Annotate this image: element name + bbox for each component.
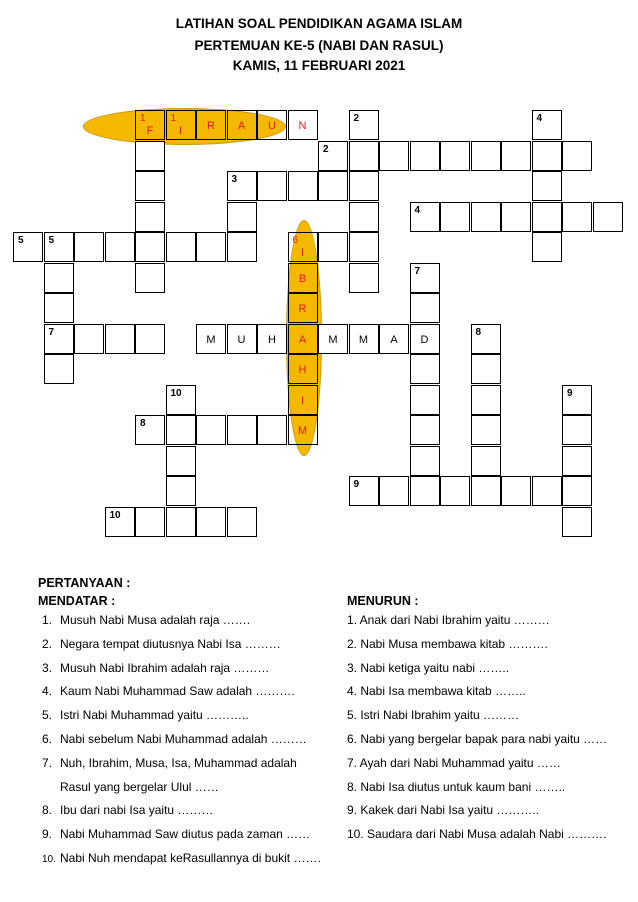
clue-text: Musuh Nabi Musa adalah raja ……. [60,613,251,627]
clue-number: 6. [42,732,53,746]
crossword-cell[interactable] [196,415,226,445]
crossword-cell[interactable] [288,110,318,140]
clue-number: 9. [42,827,53,842]
clue-text: Nabi sebelum Nabi Muhammad adalah ……… [60,732,307,746]
crossword-cell[interactable] [227,171,257,201]
worksheet-title: LATIHAN SOAL PENDIDIKAN AGAMA ISLAM [175,16,463,31]
crossword-cell[interactable] [471,324,501,354]
crossword-cell[interactable] [471,415,501,445]
crossword-cell[interactable] [532,232,562,262]
crossword-cell[interactable] [257,171,287,201]
clue-number: 5 [18,235,24,246]
crossword-cell[interactable] [44,293,74,323]
answer-letter: M [206,333,216,346]
clue-number: 5. [42,708,53,723]
crossword-cell[interactable] [410,202,440,232]
crossword-cell[interactable] [410,324,440,354]
crossword-cell[interactable] [410,446,440,476]
down-clue: 8. Nabi Isa diutus untuk kaum bani …….. [347,779,566,794]
clue-number: 8 [140,418,146,429]
clue-number: 5 [48,235,55,246]
clue-number: 2. [42,636,53,651]
clue-text: Nuh, Ibrahim, Musa, Isa, Muhammad adalah [60,755,297,770]
crossword-cell[interactable] [105,232,135,262]
answer-letter: H [268,333,276,346]
crossword-cell[interactable] [196,110,226,140]
crossword-cell[interactable] [471,202,501,232]
crossword-cell[interactable] [166,232,196,262]
crossword-cell[interactable] [501,141,531,171]
crossword-cell[interactable] [562,507,592,537]
worksheet-subtitle: PERTEMUAN KE-5 (NABI DAN RASUL) [194,38,444,53]
crossword-cell[interactable] [532,110,562,140]
clue-number: 7 [414,265,421,277]
clue-number: 7. [42,755,53,770]
crossword-cell[interactable] [410,354,440,384]
crossword-cell[interactable] [196,507,226,537]
crossword-cell[interactable] [562,415,592,445]
crossword-cell[interactable] [166,415,196,445]
clue-number: 2 [353,113,360,124]
answer-letter: H [298,364,307,376]
down-clue: 7. Ayah dari Nabi Muhammad yaitu …… [347,755,561,770]
clue-number: 8. [42,803,53,818]
answer-letter: M [328,333,338,346]
clue-number: 9 [567,387,573,399]
answer-letter: I [300,394,305,407]
clue-text: Negara tempat diutusnya Nabi Isa ……… [60,636,281,651]
crossword-cell[interactable] [257,415,287,445]
crossword-cell[interactable] [532,202,562,232]
clue-number: 2 [323,143,329,155]
crossword-cell[interactable] [166,385,196,415]
crossword-cell[interactable] [288,415,318,445]
clue-text: Istri Nabi Muhammad yaitu ……….. [60,708,249,723]
answer-letter: I [300,247,305,259]
crossword-cell[interactable] [501,476,531,506]
crossword-cell[interactable] [196,324,226,354]
crossword-cell[interactable] [135,415,165,445]
crossword-cell[interactable] [288,324,318,354]
crossword-cell[interactable] [410,141,440,171]
crossword-cell[interactable] [349,110,379,140]
crossword-cell[interactable] [440,202,470,232]
crossword-cell[interactable] [227,507,257,537]
crossword-cell[interactable] [44,354,74,384]
crossword-cell[interactable] [166,507,196,537]
clue-text: Musuh Nabi Ibrahim adalah raja ……… [60,660,270,675]
across-heading: MENDATAR : [38,594,116,608]
clue-number: 7 [48,326,55,338]
crossword-cell[interactable] [562,141,592,171]
crossword-cell[interactable] [105,324,135,354]
crossword-cell[interactable] [349,324,379,354]
clue-text: Kaum Nabi Muhammad Saw adalah ………. [60,684,295,699]
crossword-cell[interactable] [471,476,501,506]
crossword-cell[interactable] [349,476,379,506]
crossword-cell[interactable] [44,324,74,354]
crossword-cell[interactable] [135,324,165,354]
down-heading: MENURUN : [347,594,419,608]
crossword-cell[interactable] [593,202,623,232]
crossword-cell[interactable] [349,202,379,232]
crossword-cell[interactable] [74,232,104,262]
crossword-cell[interactable] [288,354,318,384]
crossword-cell[interactable] [410,293,440,323]
crossword-cell[interactable] [288,232,318,262]
across-clue [42,851,321,865]
crossword-cell[interactable] [135,202,165,232]
crossword-cell[interactable] [135,141,165,171]
answer-letter: U [237,333,246,346]
answer-letter: U [268,120,276,132]
across-clue [42,780,219,794]
crossword-cell[interactable] [135,507,165,537]
clue-number: 6 [292,235,299,246]
across-clue [42,803,213,817]
clue-number: 4. [42,684,53,699]
down-clue: 6. Nabi yang bergelar bapak para nabi yaitu …… [347,732,608,746]
crossword-cell[interactable] [44,232,74,262]
answer-letter: M [297,425,308,437]
crossword-cell[interactable] [135,171,165,201]
crossword-cell[interactable] [318,171,348,201]
crossword-cell[interactable] [135,232,165,262]
across-clue [42,637,281,651]
clue-number: 1 [170,113,177,124]
crossword-cell[interactable] [318,324,348,354]
crossword-cell[interactable] [13,232,43,262]
crossword-cell[interactable] [471,385,501,415]
crossword-cell[interactable] [257,324,287,354]
crossword-cell[interactable] [562,202,592,232]
crossword-cell[interactable] [257,110,287,140]
crossword-cell[interactable] [166,446,196,476]
answer-letter: A [390,333,398,346]
crossword-cell[interactable] [349,263,379,293]
clue-number: 4 [414,204,421,216]
crossword-cell[interactable] [532,171,562,201]
crossword-cell[interactable] [135,263,165,293]
across-clue [42,708,249,722]
crossword-cell[interactable] [227,415,257,445]
clue-number: 9 [353,479,360,490]
crossword-cell[interactable] [471,141,501,171]
answer-letter: I [178,125,183,137]
clue-number: 3 [231,174,238,185]
answer-letter: A [298,333,307,346]
clue-text: Nabi Nuh mendapat keRasullannya di bukit ……. [60,851,321,865]
clue-number: 10. [42,854,56,865]
answer-letter: R [207,120,215,132]
answer-letter: M [358,333,369,346]
clue-number: 10 [170,387,182,399]
across-clue [42,613,250,627]
crossword-cell[interactable] [288,385,318,415]
crossword-cell[interactable] [135,110,165,140]
down-clue: 5. Istri Nabi Ibrahim yaitu ……… [347,708,520,723]
crossword-cell[interactable] [227,324,257,354]
crossword-cell[interactable] [288,293,318,323]
crossword-cell[interactable] [471,446,501,476]
clue-number: 8 [475,326,482,338]
down-clue: 1. Anak dari Nabi Ibrahim yaitu ……… [347,613,550,627]
down-clue: 3. Nabi ketiga yaitu nabi …….. [347,660,510,675]
clue-number: 1 [140,113,146,124]
crossword-cell[interactable] [318,141,348,171]
crossword-cell[interactable] [471,354,501,384]
crossword-cell[interactable] [379,324,409,354]
answer-letter: F [146,125,154,137]
crossword-cell[interactable] [227,202,257,232]
crossword-cell[interactable] [74,324,104,354]
crossword-cell[interactable] [166,476,196,506]
answer-letter: R [298,303,307,315]
clue-number: 10 [109,509,121,521]
crossword-cell[interactable] [196,232,226,262]
across-clue [42,684,295,698]
crossword-cell[interactable] [410,476,440,506]
clue-text: Ibu dari nabi Isa yaitu ……… [60,803,214,818]
clue-number: 3. [42,660,53,675]
crossword-cell[interactable] [105,507,135,537]
crossword-cell[interactable] [562,476,592,506]
answer-letter: D [420,333,429,346]
crossword-cell[interactable] [410,415,440,445]
answer-letter: A [237,120,246,132]
across-clue [42,661,269,675]
crossword-cell[interactable] [288,171,318,201]
answer-letter: N [298,120,307,132]
crossword-cell[interactable] [562,446,592,476]
worksheet-date: KAMIS, 11 FEBRUARI 2021 [232,58,406,73]
crossword-cell[interactable] [288,263,318,293]
down-clue: 4. Nabi Isa membawa kitab …….. [347,684,526,699]
across-clue [42,756,297,770]
clue-number: 4 [536,113,543,124]
crossword-cell[interactable] [318,232,348,262]
crossword-cell[interactable] [532,141,562,171]
crossword-cell[interactable] [166,110,196,140]
across-clue [42,827,310,841]
down-clue: 9. Kakek dari Nabi Isa yaitu ……….. [347,803,540,818]
across-clue [42,732,307,746]
crossword-cell[interactable] [44,263,74,293]
crossword-cell[interactable] [227,110,257,140]
crossword-cell[interactable] [410,263,440,293]
down-clue: 10. Saudara dari Nabi Musa adalah Nabi ………. [347,827,607,842]
answer-letter: B [298,272,307,285]
down-clue: 2. Nabi Musa membawa kitab ………. [347,636,548,651]
crossword-cell[interactable] [349,232,379,262]
crossword-cell[interactable] [379,141,409,171]
questions-heading: PERTANYAAN : [38,576,131,590]
crossword-cell[interactable] [440,141,470,171]
clue-number: 1. [42,613,53,627]
crossword-cell[interactable] [410,385,440,415]
clue-text: Rasul yang bergelar Ulul …… [60,779,219,794]
crossword-cell[interactable] [379,476,409,506]
crossword-cell[interactable] [349,171,379,201]
crossword-cell[interactable] [227,232,257,262]
clue-text: Nabi Muhammad Saw diutus pada zaman …… [60,827,311,842]
crossword-cell[interactable] [349,141,379,171]
crossword-cell[interactable] [501,202,531,232]
crossword-cell[interactable] [562,385,592,415]
crossword-cell[interactable] [532,476,562,506]
crossword-cell[interactable] [440,476,470,506]
